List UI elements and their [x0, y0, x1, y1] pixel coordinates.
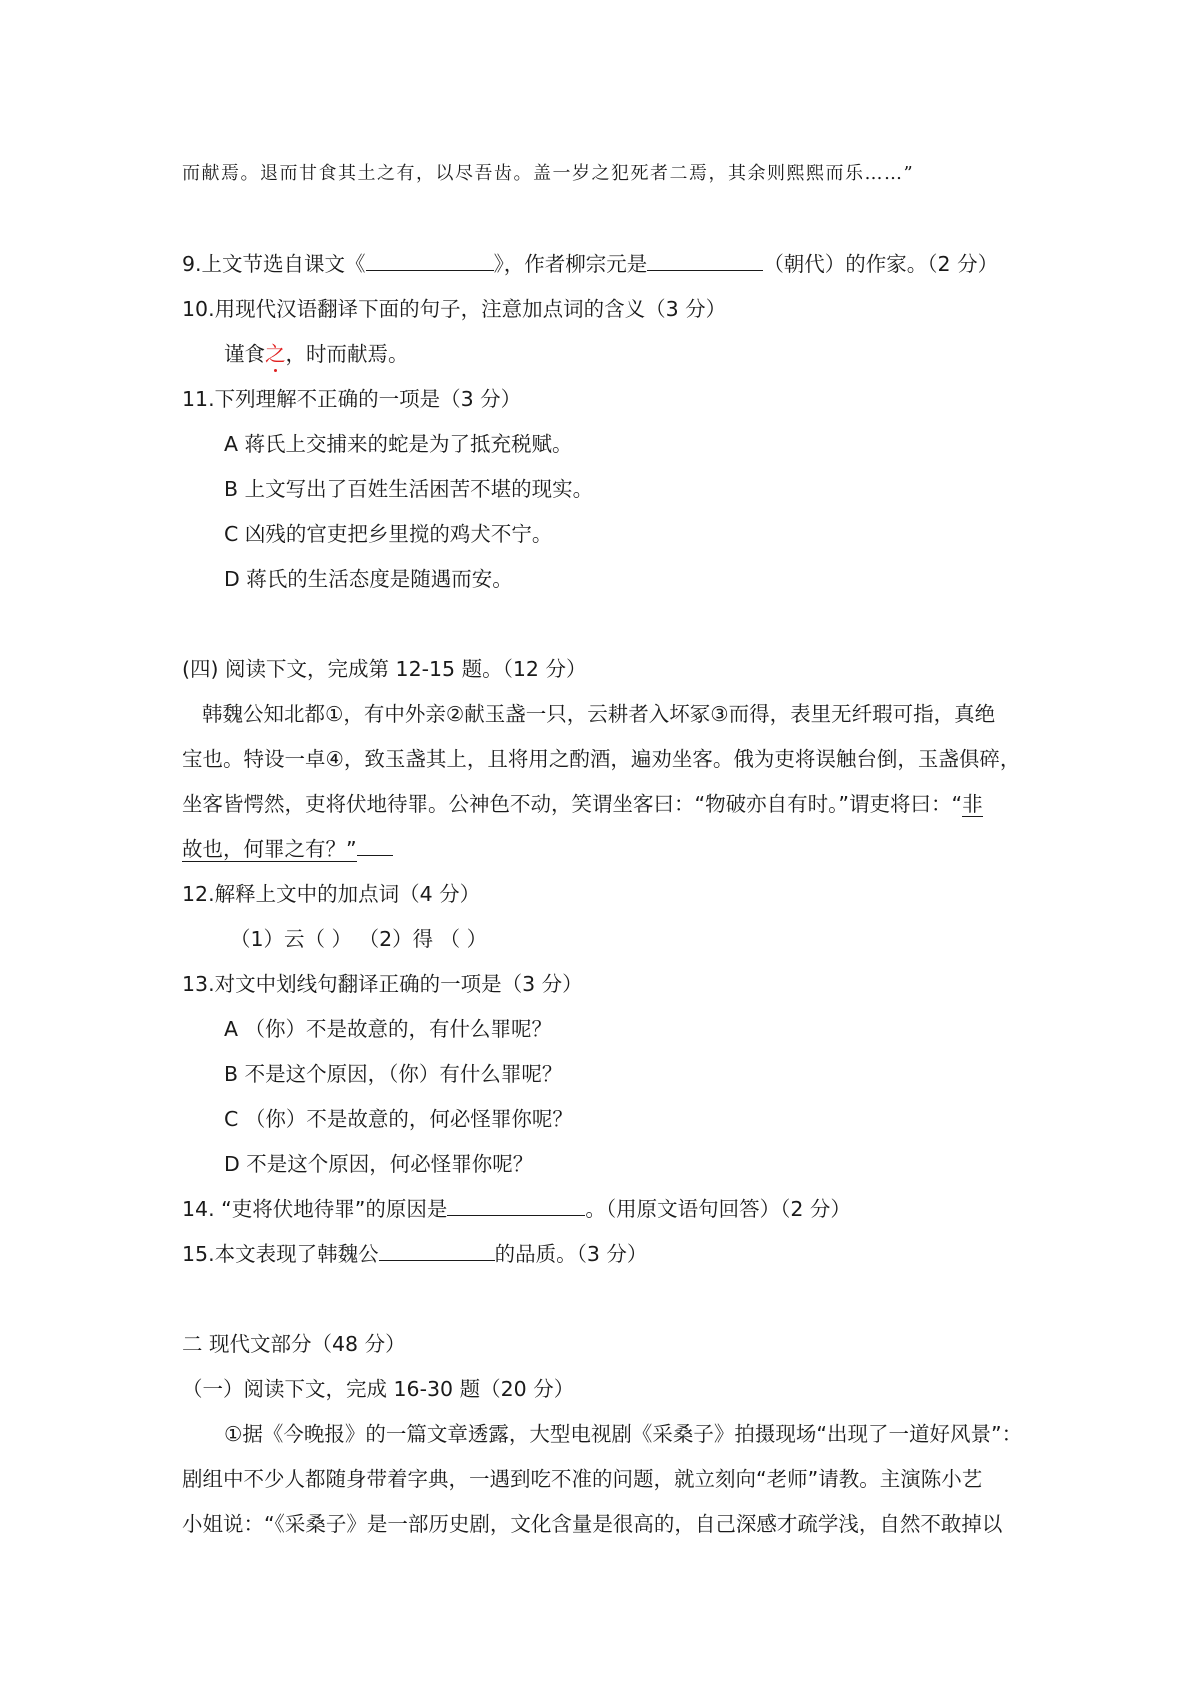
- question-14: [182, 1195, 851, 1223]
- part-2-heading: 二 现代文部分（48 分）: [182, 1332, 406, 1356]
- q9-blank-title[interactable]: [366, 250, 494, 271]
- q11-option: B 上文写出了百姓生活困苦不堪的现实。: [224, 477, 594, 501]
- q11-option: C 凶残的官吏把乡里搅的鸡犬不宁。: [224, 522, 553, 546]
- question-10: 10.用现代汉语翻译下面的句子，注意加点词的含义（3 分）: [182, 297, 727, 321]
- part-2-subheading: （一）阅读下文，完成 16-30 题（20 分）: [182, 1377, 575, 1401]
- q14-suffix: 。（用原文语句回答）（2 分）: [585, 1197, 851, 1221]
- section-4-passage-line: [182, 790, 983, 818]
- q12-items: （1）云（ ） （2）得 （ ）: [230, 927, 488, 951]
- q10-sentence-post: ，时而献焉。: [285, 342, 409, 366]
- part-2-passage-line: ①据《今晚报》的一篇文章透露，大型电视剧《采桑子》拍摄现场“出现了一道好风景”：: [224, 1422, 1023, 1446]
- section-4-passage-line: [182, 835, 393, 863]
- question-9: [182, 250, 998, 278]
- question-12: 12.解释上文中的加点词（4 分）: [182, 882, 481, 906]
- q9-middle: 》，作者柳宗元是: [493, 252, 648, 276]
- underline-tail: [357, 835, 393, 856]
- question-13: 13.对文中划线句翻译正确的一项是（3 分）: [182, 972, 583, 996]
- q13-option: A （你）不是故意的，有什么罪呢？: [224, 1017, 553, 1041]
- q15-prefix: 15.本文表现了韩魏公: [182, 1242, 379, 1266]
- q15-suffix: 的品质。（3 分）: [494, 1242, 648, 1266]
- q13-option: D 不是这个原因，何必怪罪你呢？: [224, 1152, 534, 1176]
- underlined-sentence-end: 故也，何罪之有？”: [182, 837, 357, 861]
- q9-prefix: 9.上文节选自课文《: [182, 252, 366, 276]
- q11-option: A 蒋氏上交捕来的蛇是为了抵充税赋。: [224, 432, 573, 456]
- section-4-heading: (四) 阅读下文，完成第 12-15 题。（12 分）: [182, 657, 587, 681]
- q10-dotted-word: 之: [265, 342, 286, 366]
- q14-prefix: 14. “吏将伏地待罪”的原因是: [182, 1197, 448, 1221]
- part-2-passage-line: 剧组中不少人都随身带着字典，一遇到吃不准的问题，就立刻向“老师”请教。主演陈小艺: [182, 1467, 983, 1491]
- question-11: 11.下列理解不正确的一项是（3 分）: [182, 387, 522, 411]
- section-4-passage-line: 韩魏公知北都①，有中外亲②献玉盏一只，云耕者入坏冢③而得，表里无纤瑕可指，真绝: [202, 702, 996, 726]
- q10-sentence-pre: 谨食: [224, 342, 265, 366]
- part-2-passage-line: 小姐说：“《采桑子》是一部历史剧，文化含量是很高的，自己深感才疏学浅，自然不敢掉以: [182, 1512, 1003, 1536]
- q13-option: B 不是这个原因，（你）有什么罪呢？: [224, 1062, 563, 1086]
- passage-tail-line: 而献焉。退而甘食其土之有，以尽吾齿。盖一岁之犯死者二焉，其余则熙熙而乐……”: [182, 163, 915, 184]
- q10-sentence: [224, 340, 409, 368]
- question-15: [182, 1240, 647, 1268]
- underlined-sentence-start: 非: [962, 792, 983, 816]
- q9-suffix: （朝代）的作家。（2 分）: [763, 252, 999, 276]
- q13-option: C （你）不是故意的，何必怪罪你呢？: [224, 1107, 573, 1131]
- section-4-passage-line: 宝也。特设一卓④，致玉盏其上，且将用之酌酒，遍劝坐客。俄为吏将误触台倒，玉盏俱碎，: [182, 747, 1021, 771]
- passage-line3-text: 坐客皆愕然，吏将伏地待罪。公神色不动，笑谓坐客曰：“物破亦自有时。”谓吏将曰：“: [182, 792, 963, 816]
- q15-blank[interactable]: [379, 1240, 495, 1261]
- q9-blank-dynasty[interactable]: [647, 250, 763, 271]
- q11-option: D 蒋氏的生活态度是随遇而安。: [224, 567, 513, 591]
- q14-blank[interactable]: [447, 1195, 585, 1216]
